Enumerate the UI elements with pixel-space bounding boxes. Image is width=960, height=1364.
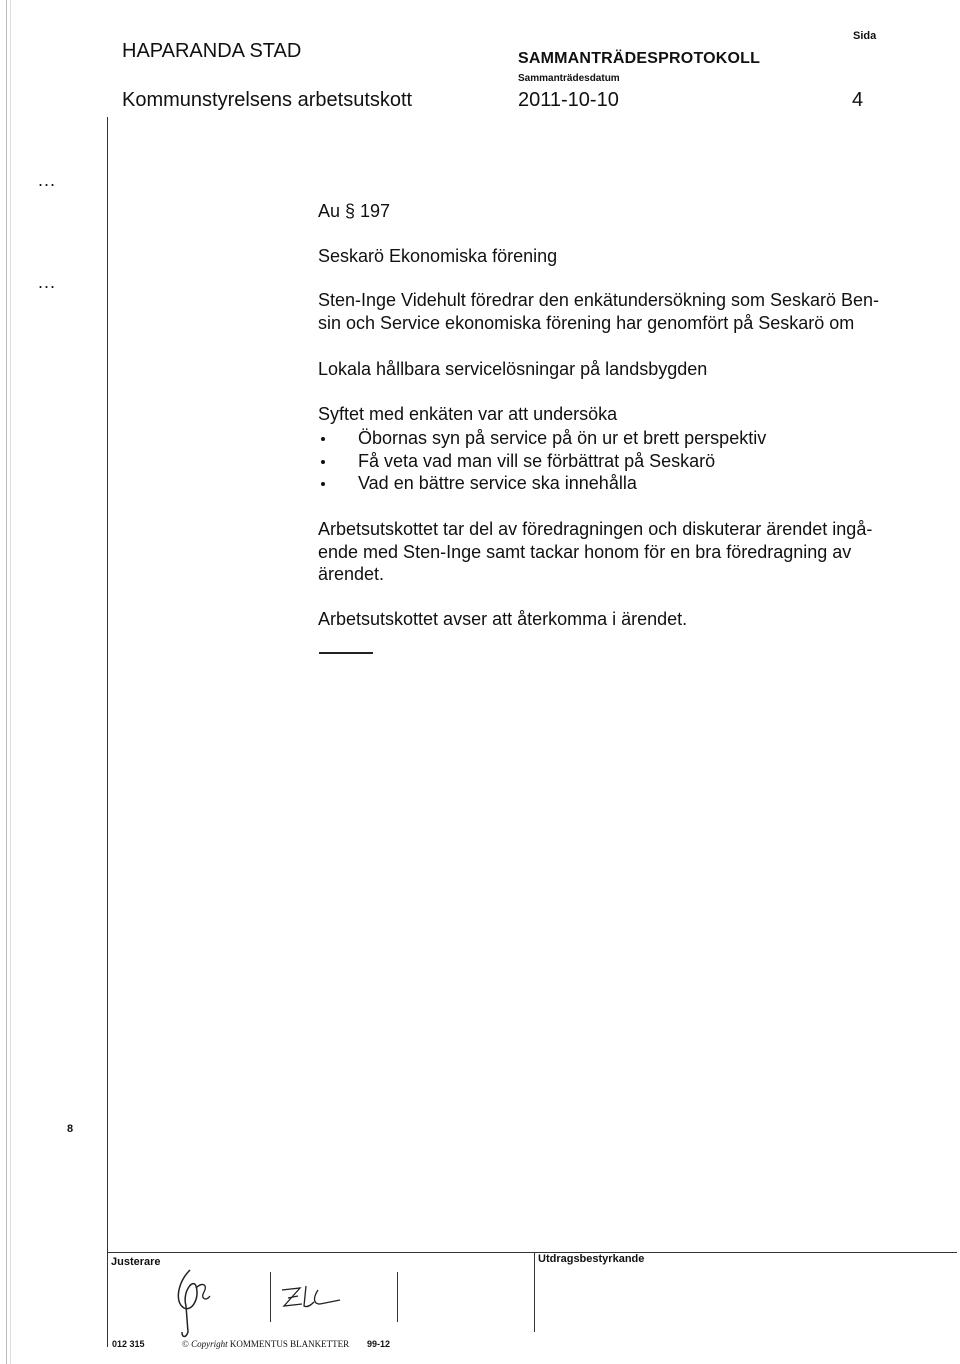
paragraph-line: Sten-Inge Videhult föredrar den enkätundersökning som Seskarö Ben- (318, 290, 880, 310)
page-edge-line (10, 0, 11, 1364)
page-edge-line (6, 0, 7, 1364)
margin-dots: ... (38, 170, 57, 190)
signature-icon (160, 1262, 220, 1342)
page-number: 4 (852, 89, 864, 111)
copyright-word: Copyright (191, 1339, 228, 1349)
paragraph-line: ende med Sten-Inge samt tackar honom för en bra föredragning av (318, 541, 852, 562)
paragraph-presentation (318, 289, 918, 334)
margin-rule (107, 117, 108, 1347)
form-number: 012 315 (112, 1339, 145, 1349)
publisher-name: KOMMENTUS BLANKETTER (229, 1339, 350, 1349)
paragraph-decision: Arbetsutskottet avser att återkomma i ärendet. (318, 609, 688, 629)
subject-heading: Seskarö Ekonomiska förening (318, 246, 558, 266)
organization-name: HAPARANDA STAD (122, 40, 302, 62)
footer-rule (107, 1252, 957, 1253)
paragraph-line: Arbetsutskottet tar del av föredragningen och diskuterar ärendet ingå- (318, 519, 873, 539)
footer-divider (534, 1252, 535, 1332)
section-number: Au § 197 (318, 201, 391, 221)
meeting-date: 2011-10-10 (518, 89, 619, 111)
copyright-notice (182, 1339, 349, 1349)
signature-divider (397, 1272, 398, 1322)
paragraph-discussion (318, 518, 923, 586)
purpose-list (318, 427, 766, 495)
paragraph-line: sin och Service ekonomiska förening har genomfört på Seskarö om (318, 312, 855, 333)
signature-icon (278, 1282, 348, 1312)
margin-dots: ... (38, 272, 57, 292)
committee-name: Kommunstyrelsens arbetsutskott (122, 89, 413, 111)
paragraph-topic: Lokala hållbara servicelösningar på landsbygden (318, 359, 708, 379)
date-label: Sammanträdesdatum (518, 73, 620, 84)
paragraph-purpose: Syftet med enkäten var att undersöka (318, 404, 618, 424)
list-item: Öbornas syn på service på ön ur et brett perspektiv (318, 427, 766, 450)
page-label: Sida (853, 30, 877, 42)
copyright-symbol: © (182, 1339, 189, 1349)
signature-divider (270, 1272, 271, 1322)
list-item: Få veta vad man vill se förbättrat på Seskarö (318, 450, 766, 473)
list-item: Vad en bättre service ska innehålla (318, 472, 766, 495)
end-rule (319, 652, 373, 654)
document-title: SAMMANTRÄDESPROTOKOLL (518, 50, 761, 67)
adjuster-label: Justerare (111, 1256, 161, 1268)
margin-number: 8 (67, 1123, 74, 1135)
extract-label: Utdragsbestyrkande (538, 1253, 645, 1265)
form-version: 99-12 (367, 1339, 391, 1349)
paragraph-line: ärendet. (318, 564, 385, 584)
